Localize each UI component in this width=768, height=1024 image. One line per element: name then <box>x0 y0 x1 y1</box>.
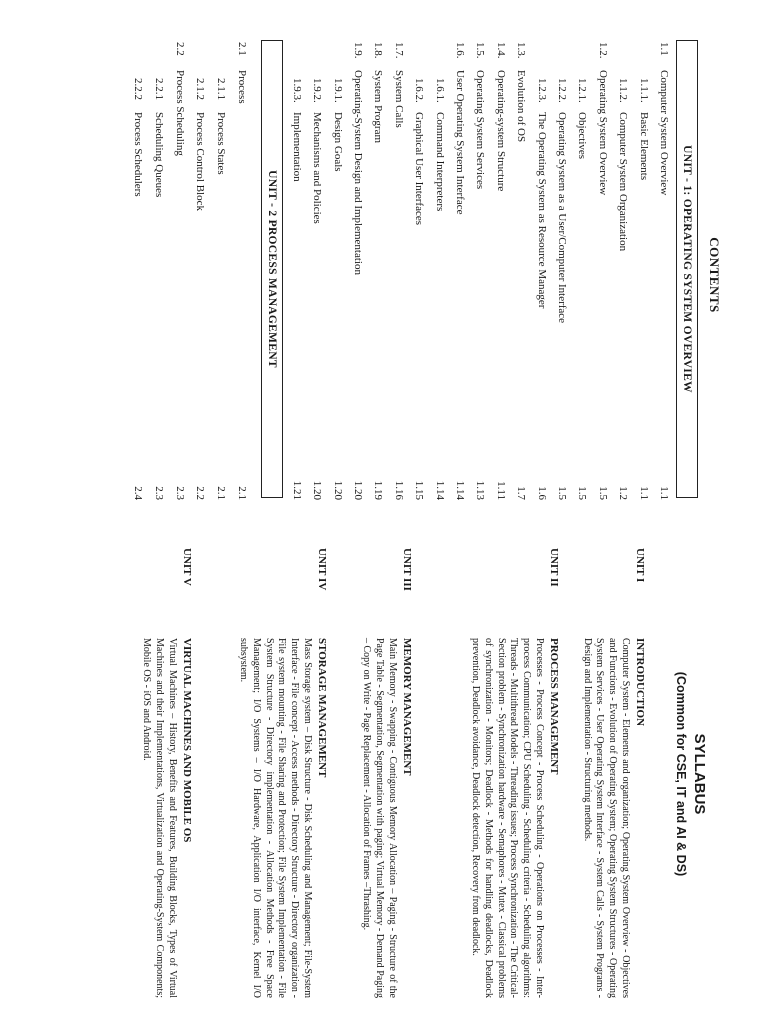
toc-page-number: 1.16 <box>392 480 405 500</box>
toc-page-number: 2.4 <box>132 486 144 500</box>
unit-label: UNIT II <box>548 548 560 587</box>
toc-title: Process Schedulers <box>132 112 144 197</box>
toc-title: Design Goals <box>331 112 344 172</box>
toc-number: 1.2. <box>596 42 609 59</box>
toc-number: 1.1.2. <box>617 78 630 103</box>
unit-description: Virtual Machines – History, Benefits and Features, Building Blocks, Types of Virtual Machines and their Implementations, Virtualization and Operating-System Components; Mobile OS - iOS and Android. <box>141 638 178 998</box>
toc-title: Operating-System Design and Implementation <box>352 70 364 275</box>
toc-number: 1.2.2. <box>556 78 568 103</box>
toc-number: 1.5. <box>474 42 487 59</box>
toc-row <box>186 40 206 500</box>
unit-description: Computer System - Elements and organization; Operating System Overview - Objectives and Functions - Evolution of Operating System; Operating System Structures - Operating System Services - User Operating System Interface - System Calls - System Programs - Design and Implementation - Structuring methods. <box>581 638 631 998</box>
toc-row <box>385 40 405 500</box>
toc-title: Process States <box>215 112 228 175</box>
toc-title: Evolution of OS <box>515 70 528 143</box>
toc-page-number: 1.5 <box>576 486 589 500</box>
toc-number: 1.4. <box>494 42 507 59</box>
unit-description: Processes - Process Concept - Process Scheduling - Operations on Processes - Inter-process Communication; CPU Scheduling - Scheduling criteria - Scheduling algorithms: Threads - Multithread Models - Threading issues; Process Synchronization - The Critical-Section problem - Synchronization hardware - Semaphores - Mutex - Classical problems of synchronization - Monitors; Deadlock - Methods for handling deadlocks, Deadlock prevention, Deadlock avoidance, Deadlock detection, Recovery from deadlock. <box>470 638 545 998</box>
toc-title: User Operating System Interface <box>454 70 466 215</box>
toc-number: 2.2 <box>173 42 186 56</box>
toc-page-number: 1.5 <box>596 486 609 500</box>
toc-number: 2.1.1 <box>215 78 228 100</box>
unit-1-heading: UNIT - 1: OPERATING SYSTEM OVERVIEW <box>676 40 698 498</box>
unit-heading: MEMORY MANAGEMENT <box>401 638 413 776</box>
toc-row <box>548 40 568 500</box>
toc-row <box>344 40 364 500</box>
toc-title: Computer System Overview <box>658 70 670 196</box>
toc-title: Command Interpreters <box>433 112 446 212</box>
unit-heading: PROCESS MANAGEMENT <box>548 638 560 775</box>
toc-page-number: 2.2 <box>194 486 207 500</box>
toc-page-number: 1.13 <box>474 480 487 500</box>
toc-number: 1.9.2. <box>311 78 324 103</box>
toc-number: 1.7. <box>392 42 405 59</box>
toc-page-number: 1.19 <box>372 480 385 500</box>
toc-title: Operating System Overview <box>596 70 609 196</box>
toc-page-number: 1.1 <box>637 486 650 500</box>
toc-title: Operating System Services <box>474 70 487 190</box>
toc-title: Computer System Organization <box>617 112 630 252</box>
toc-title: Operating-system Structure <box>494 70 507 192</box>
toc-number: 1.6. <box>454 42 466 59</box>
toc-number: 1.1 <box>658 42 670 56</box>
contents-title: CONTENTS <box>707 237 722 313</box>
toc-row <box>609 40 629 500</box>
unit-heading: VIRTUAL MACHINES AND MOBILE OS <box>181 638 193 843</box>
toc-row <box>650 40 670 500</box>
toc-page-number: 1.21 <box>290 480 303 500</box>
unit-heading: STORAGE MANAGEMENT <box>316 638 328 778</box>
toc-row <box>303 40 323 500</box>
toc-number: 1.2.1. <box>576 78 589 103</box>
toc-row <box>568 40 588 500</box>
toc-number: 1.8. <box>372 42 385 59</box>
toc-title: Scheduling Queues <box>152 112 165 198</box>
toc-number: 1.9.3. <box>290 78 303 103</box>
toc-row <box>166 40 186 500</box>
toc-page-number: 1.20 <box>331 480 344 500</box>
toc-title: Graphical User Interfaces <box>413 112 426 225</box>
toc-title: Process Control Block <box>194 112 207 211</box>
toc-number: 2.1 <box>236 42 248 56</box>
toc-row <box>283 40 303 500</box>
toc-number: 1.2.3. <box>535 78 548 103</box>
toc-row <box>145 40 165 500</box>
toc-number: 2.2.1 <box>152 78 165 100</box>
toc-row <box>124 40 144 500</box>
toc-title: Basic Elements <box>637 112 650 181</box>
toc-row <box>228 40 248 500</box>
unit-heading: INTRODUCTION <box>634 638 646 727</box>
toc-row <box>589 40 609 500</box>
toc-page-number: 2.3 <box>173 486 186 500</box>
toc-title: Process Scheduling <box>173 70 186 156</box>
toc-page-number: 1.2 <box>617 486 630 500</box>
toc-page-number: 1.7 <box>515 486 528 500</box>
contents-section <box>0 40 768 510</box>
syllabus-section <box>0 548 768 1000</box>
toc-row <box>405 40 425 500</box>
toc-title: Mechanisms and Policies <box>311 112 324 224</box>
syllabus-subtitle: (Common for CSE, IT and AI & DS) <box>674 671 688 877</box>
toc-number: 1.9. <box>352 42 364 59</box>
toc-row <box>630 40 650 500</box>
toc-title: System Calls <box>392 70 405 128</box>
toc-page-number: 1.5 <box>556 486 568 500</box>
toc-number: 1.1.1. <box>637 78 650 103</box>
toc-number: 1.6.1. <box>433 78 446 103</box>
toc-row <box>466 40 486 500</box>
unit-label: UNIT III <box>401 548 413 591</box>
toc-title: The Operating System as Resource Manager <box>535 112 548 309</box>
toc-row <box>207 40 227 500</box>
toc-page-number: 1.20 <box>311 480 324 500</box>
toc-row <box>324 40 344 500</box>
unit-label: UNIT IV <box>316 548 328 591</box>
unit-2-heading: UNIT - 2 PROCESS MANAGEMENT <box>261 40 283 498</box>
toc-row <box>487 40 507 500</box>
toc-page-number: 1.15 <box>413 480 426 500</box>
unit-description: Main Memory - Swapping - Contiguous Memory Allocation – Paging - Structure of the Page Table - Segmentation, Segmentation with paging; Virtual Memory - Demand Paging – Copy on Write - Page Replacement - Allocation of Frames –Thrashing. <box>361 638 398 998</box>
toc-title: Implementation <box>290 112 303 182</box>
toc-page-number: 1.20 <box>352 480 364 500</box>
toc-row <box>446 40 466 500</box>
toc-title: Operating System as a User/Computer Interface <box>556 112 568 324</box>
toc-number: 2.1.2 <box>194 78 207 100</box>
toc-number: 1.9.1. <box>331 78 344 103</box>
toc-number: 2.2.2 <box>132 78 144 100</box>
toc-page-number: 1.1 <box>658 486 670 500</box>
toc-title: Process <box>236 70 248 104</box>
toc-number: 1.3. <box>515 42 528 59</box>
toc-page-number: 1.14 <box>433 480 446 500</box>
toc-row <box>507 40 527 500</box>
toc-page-number: 1.6 <box>535 486 548 500</box>
syllabus-title: SYLLABUS <box>691 733 708 815</box>
toc-number: 1.6.2. <box>413 78 426 103</box>
toc-row <box>528 40 548 500</box>
toc-page-number: 1.14 <box>454 480 466 500</box>
toc-page-number: 2.1 <box>236 486 248 500</box>
toc-title: System Program <box>372 70 385 144</box>
toc-page-number: 1.11 <box>494 481 507 500</box>
toc-page-number: 2.1 <box>215 486 228 500</box>
toc-title: Objectives <box>576 112 589 160</box>
unit-label: UNIT V <box>181 548 193 586</box>
toc-page-number: 2.3 <box>152 486 165 500</box>
toc-row <box>364 40 384 500</box>
toc-row <box>426 40 446 500</box>
unit-label: UNIT I <box>634 548 646 583</box>
unit-description: Mass Storage system – Disk Structure - Disk Scheduling and Management; File-System Interface - File concept - Access methods - Directory Structure - Directory organization - File system mounting - File Sharing and Protection; File System Implementation - File System Structure - Directory implementation - Allocation Methods - Free Space Management; I/O Systems – I/O Hardware, Application I/O interface, Kernel I/O subsystem. <box>238 638 313 998</box>
